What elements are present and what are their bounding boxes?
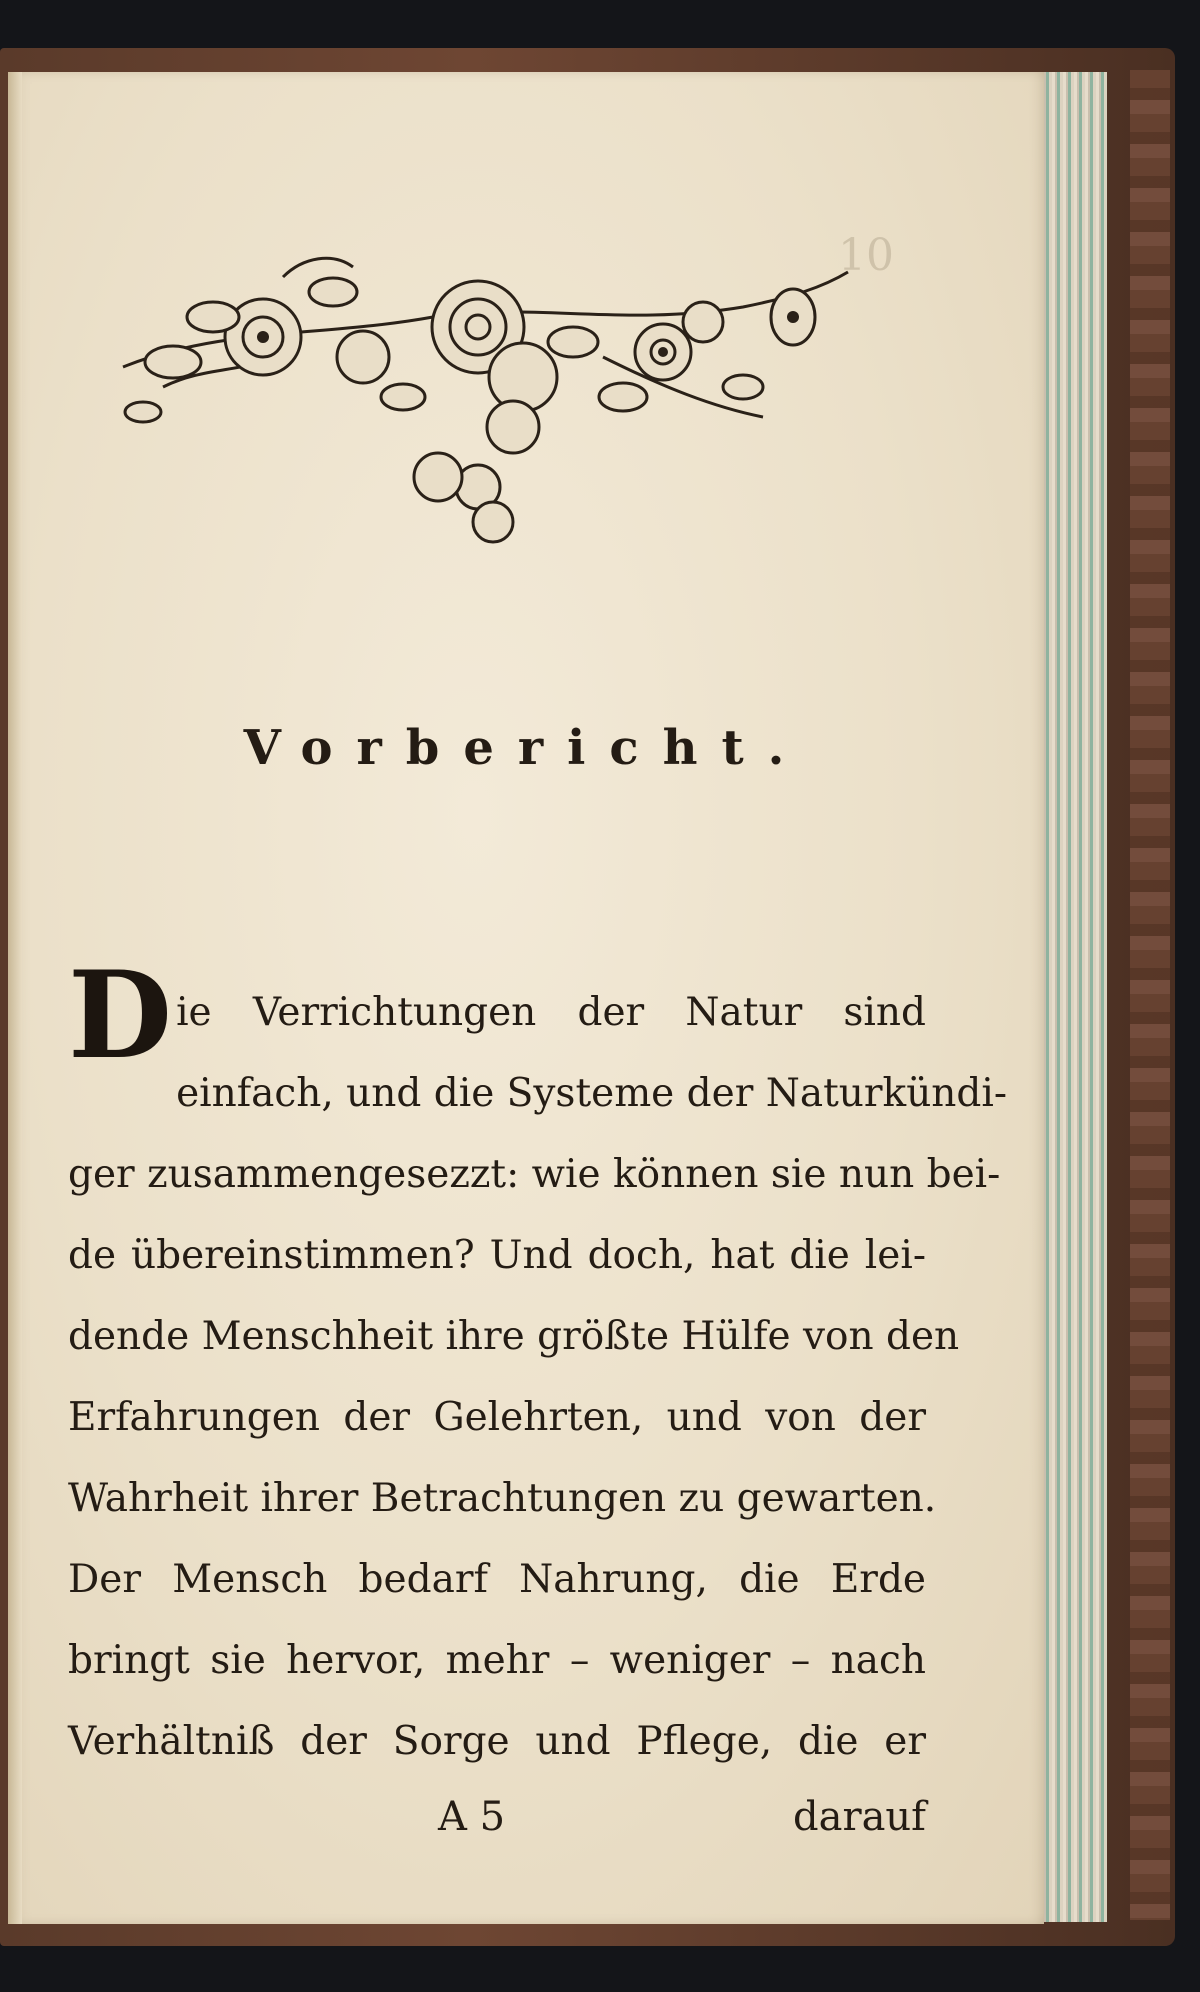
text-line: Wahrheit ihrer Betrachtungen zu gewarten.	[68, 1476, 937, 1521]
text-line: Die Verrichtungen der Natur sind	[68, 945, 926, 1086]
text-line: Erfahrungen der Gelehrten, und von der	[68, 1395, 926, 1440]
book-cover-edge	[1130, 70, 1170, 1920]
page-footer	[68, 1794, 926, 1854]
text-line: Verhältniß der Sorge und Pflege, die er	[68, 1719, 926, 1764]
text-line: Der Mensch bedarf Nahrung, die Erde	[68, 1557, 926, 1602]
catchword: darauf	[793, 1794, 926, 1840]
text-line: de übereinstimmen? Und doch, hat die lei-	[68, 1233, 926, 1278]
signature-mark: A 5	[438, 1794, 506, 1840]
text-line: bringt sie hervor, mehr – weniger – nach	[68, 1638, 926, 1683]
page-edges	[1040, 72, 1107, 1922]
page-title: Vorbericht.	[243, 720, 809, 776]
text-line: einfach, und die Systeme der Naturkündi-	[176, 1071, 1008, 1116]
drop-cap: D	[68, 945, 173, 1086]
page-gutter	[8, 72, 22, 1924]
body-text	[68, 945, 1008, 1782]
floral-ornament-vignette	[103, 247, 858, 557]
text-line: ger zusammengesezzt: wie können sie nun bei-	[68, 1152, 1001, 1197]
book-page	[8, 72, 1044, 1924]
text-line: dende Menschheit ihre größte Hülfe von den	[68, 1314, 960, 1359]
show-through-page-number: 10	[838, 230, 894, 281]
